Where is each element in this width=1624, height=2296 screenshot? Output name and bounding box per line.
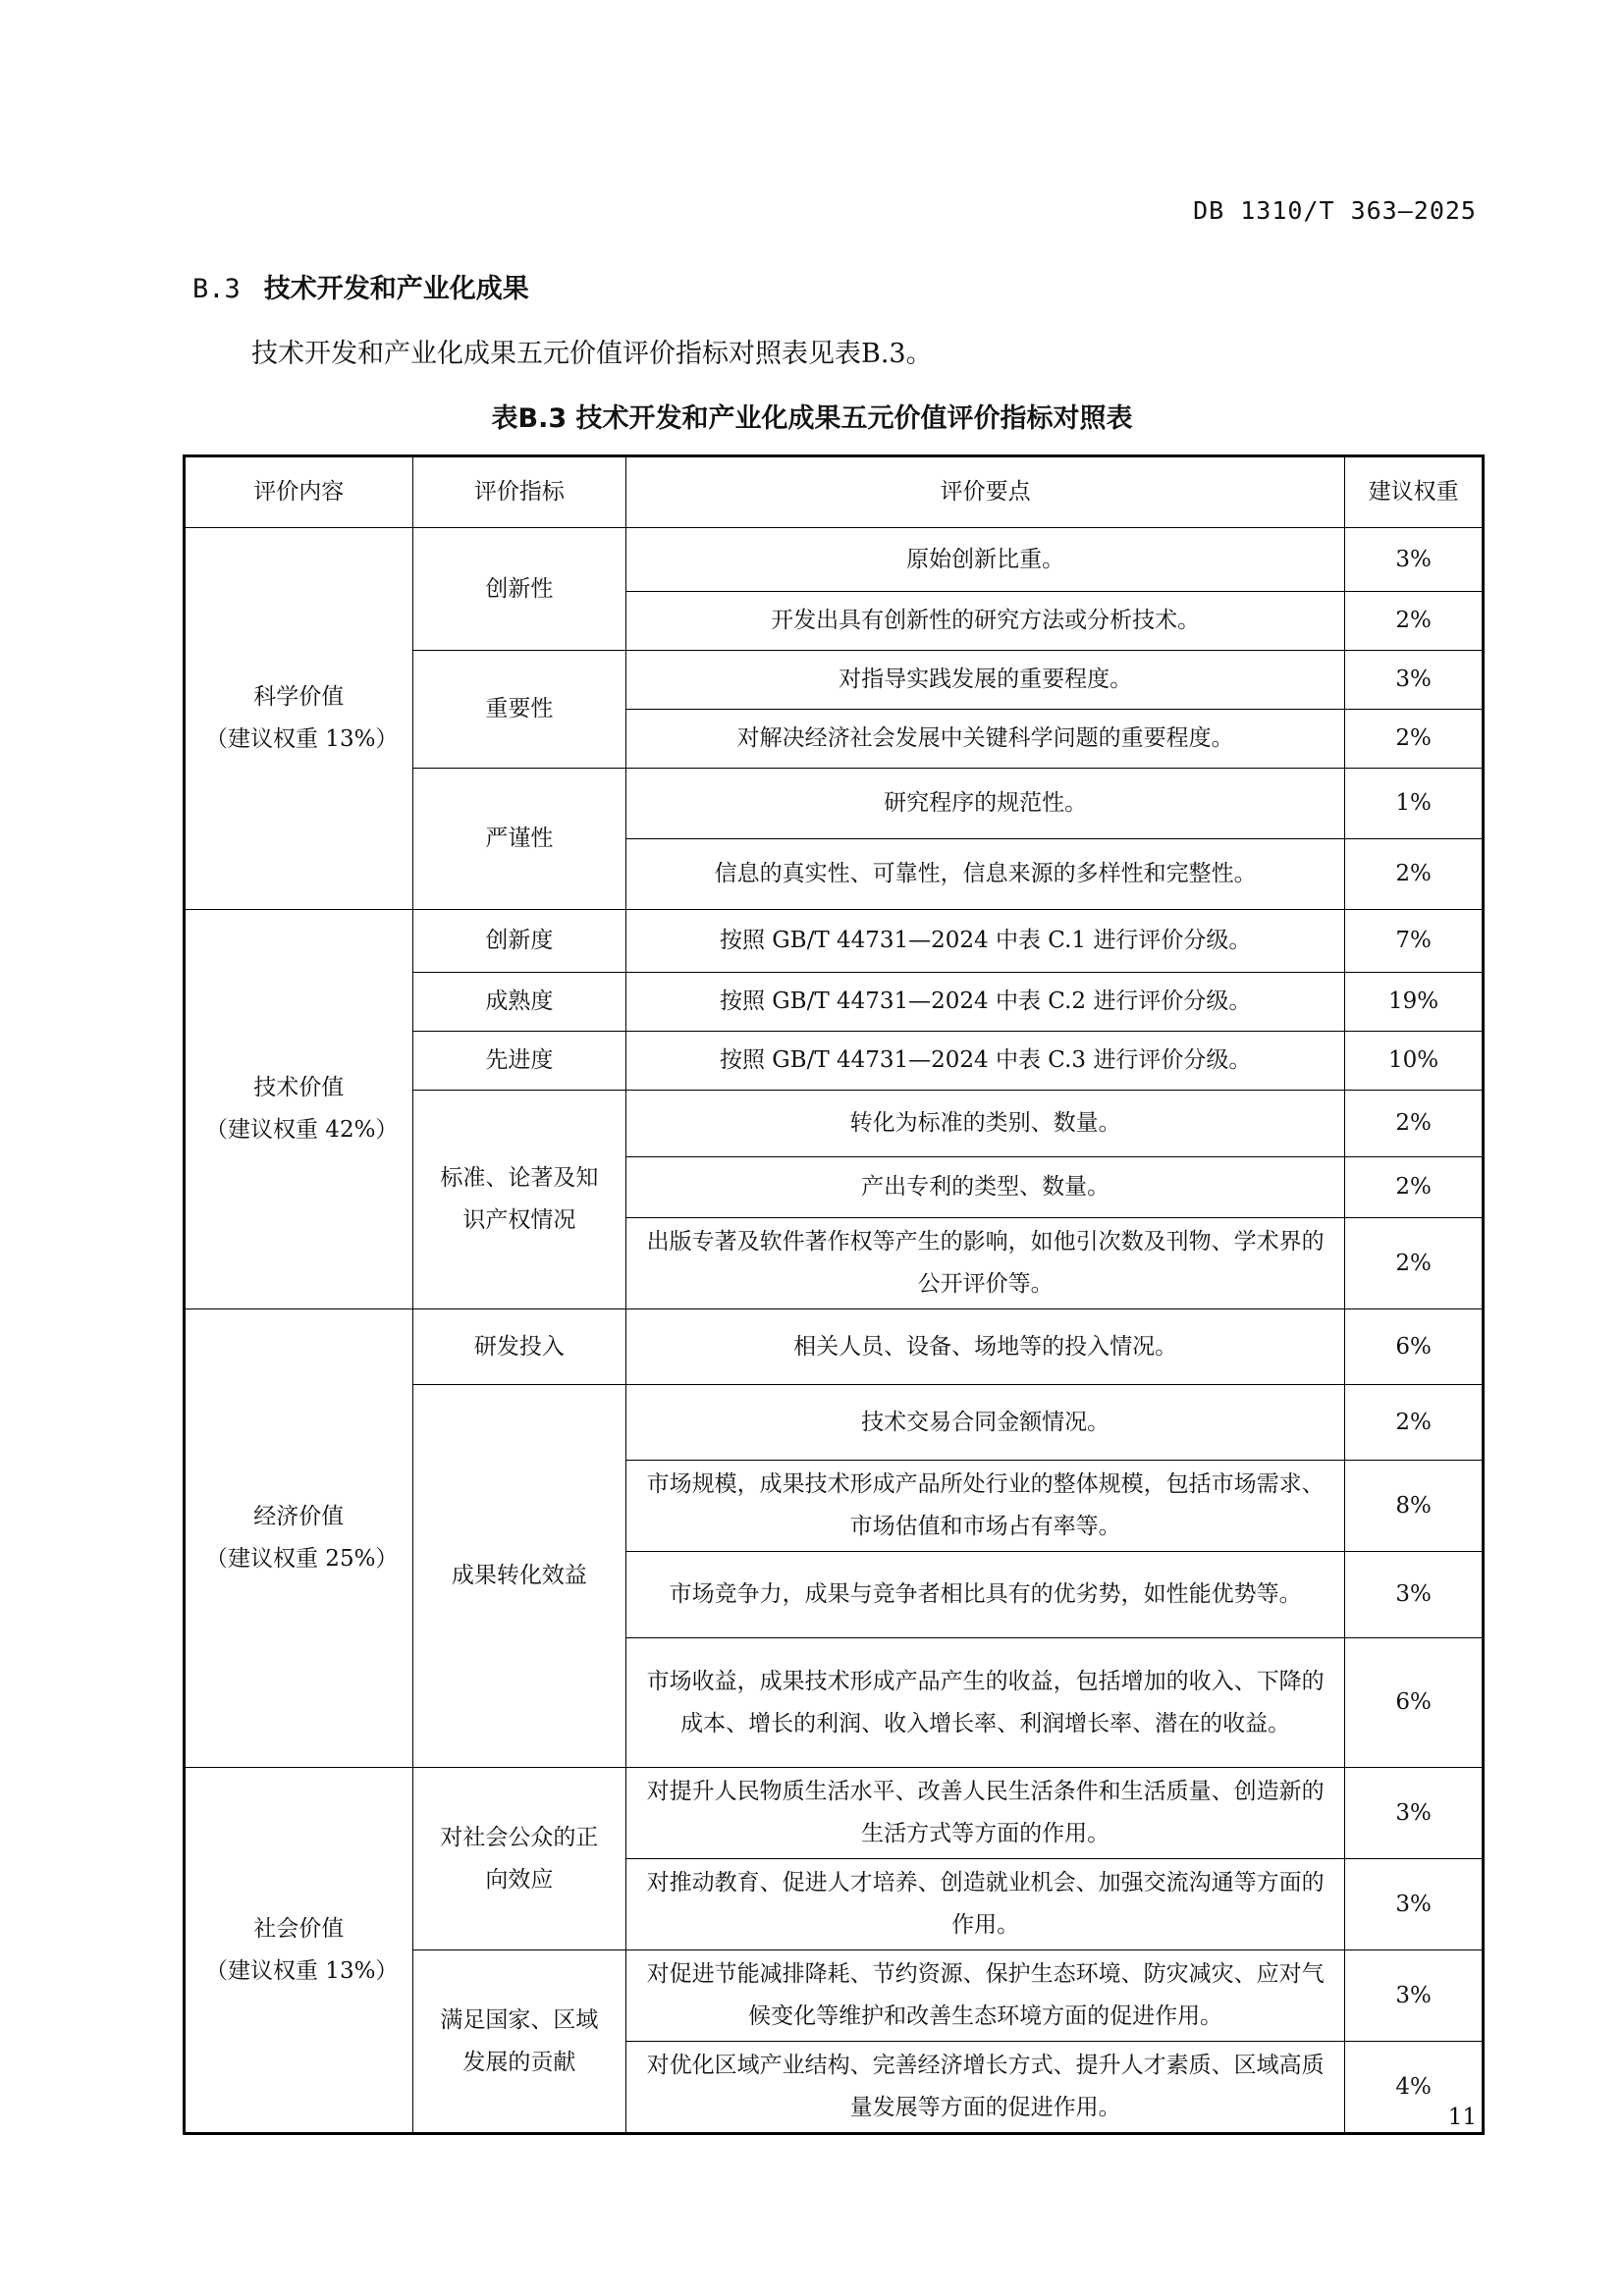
page-number: 11 — [1447, 2105, 1477, 2130]
group-weight: （建议权重 25%） — [205, 1546, 399, 1572]
indicator-cell: 创新性 — [412, 528, 626, 651]
group-cell — [185, 910, 413, 1309]
header-indicator: 评价指标 — [412, 456, 626, 528]
weight-cell: 6% — [1345, 1309, 1484, 1385]
table-header-row — [185, 456, 1484, 528]
table-row — [185, 1309, 1484, 1385]
key-point-cell: 市场收益，成果技术形成产品产生的收益，包括增加的收入、下降的成本、增长的利润、收入增长率、利润增长率、潜在的收益。 — [626, 1638, 1345, 1768]
group-cell — [185, 528, 413, 910]
indicator-cell: 创新度 — [412, 910, 626, 973]
indicator-cell: 满足国家、区域发展的贡献 — [412, 1950, 626, 2134]
table-row — [185, 1768, 1484, 1859]
weight-cell: 8% — [1345, 1461, 1484, 1552]
indicator-cell: 重要性 — [412, 651, 626, 769]
key-point-cell: 对指导实践发展的重要程度。 — [626, 651, 1345, 710]
key-point-cell: 信息的真实性、可靠性，信息来源的多样性和完整性。 — [626, 839, 1345, 910]
key-point-cell: 技术交易合同金额情况。 — [626, 1385, 1345, 1461]
indicator-cell: 标准、论著及知识产权情况 — [412, 1091, 626, 1309]
key-point-cell: 开发出具有创新性的研究方法或分析技术。 — [626, 592, 1345, 651]
key-point-cell: 对推动教育、促进人才培养、创造就业机会、加强交流沟通等方面的作用。 — [626, 1859, 1345, 1950]
weight-cell: 2% — [1345, 1091, 1484, 1157]
group-weight: （建议权重 13%） — [205, 1957, 399, 1984]
table-row — [185, 910, 1484, 973]
weight-cell: 2% — [1345, 592, 1484, 651]
key-point-cell: 研究程序的规范性。 — [626, 769, 1345, 839]
weight-cell: 3% — [1345, 1859, 1484, 1950]
weight-cell: 2% — [1345, 710, 1484, 769]
indicator-cell: 严谨性 — [412, 769, 626, 910]
weight-cell: 7% — [1345, 910, 1484, 973]
standard-code: DB 1310/T 363—2025 — [1193, 196, 1477, 225]
group-name: 技术价值 — [253, 1075, 345, 1100]
key-point-cell: 市场规模，成果技术形成产品所处行业的整体规模，包括市场需求、市场估值和市场占有率等。 — [626, 1461, 1345, 1552]
indicator-cell: 对社会公众的正向效应 — [412, 1768, 626, 1950]
weight-cell: 3% — [1345, 1552, 1484, 1638]
group-weight: （建议权重 42%） — [205, 1117, 399, 1143]
key-point-cell: 市场竞争力，成果与竞争者相比具有的优劣势，如性能优势等。 — [626, 1552, 1345, 1638]
weight-cell: 19% — [1345, 973, 1484, 1032]
section-heading — [192, 267, 529, 305]
intro-paragraph: 技术开发和产业化成果五元价值评价指标对照表见表B.3。 — [251, 339, 933, 369]
section-title: 技术开发和产业化成果 — [263, 274, 529, 304]
weight-cell: 3% — [1345, 528, 1484, 592]
indicator-cell: 先进度 — [412, 1032, 626, 1091]
weight-cell: 2% — [1345, 1385, 1484, 1461]
evaluation-table — [183, 454, 1485, 2135]
weight-cell: 3% — [1345, 651, 1484, 710]
key-point-cell: 对促进节能减排降耗、节约资源、保护生态环境、防灾减灾、应对气候变化等维护和改善生态环境方面的促进作用。 — [626, 1950, 1345, 2042]
indicator-cell: 成果转化效益 — [412, 1385, 626, 1768]
weight-cell: 6% — [1345, 1638, 1484, 1768]
group-weight: （建议权重 13%） — [205, 726, 399, 752]
table-body — [185, 528, 1484, 2134]
weight-cell: 3% — [1345, 1768, 1484, 1859]
group-name: 经济价值 — [253, 1504, 345, 1529]
weight-cell: 1% — [1345, 769, 1484, 839]
key-point-cell: 原始创新比重。 — [626, 528, 1345, 592]
weight-cell: 2% — [1345, 1157, 1484, 1218]
weight-cell: 3% — [1345, 1950, 1484, 2042]
key-point-cell: 转化为标准的类别、数量。 — [626, 1091, 1345, 1157]
table-caption: 表B.3 技术开发和产业化成果五元价值评价指标对照表 — [491, 403, 1133, 434]
group-cell — [185, 1309, 413, 1768]
section-number: B.3 — [192, 274, 241, 304]
key-point-cell: 按照 GB/T 44731—2024 中表 C.1 进行评价分级。 — [626, 910, 1345, 973]
key-point-cell: 对解决经济社会发展中关键科学问题的重要程度。 — [626, 710, 1345, 769]
weight-cell: 2% — [1345, 839, 1484, 910]
key-point-cell: 对提升人民物质生活水平、改善人民生活条件和生活质量、创造新的生活方式等方面的作用。 — [626, 1768, 1345, 1859]
indicator-cell: 成熟度 — [412, 973, 626, 1032]
key-point-cell: 出版专著及软件著作权等产生的影响，如他引次数及刊物、学术界的公开评价等。 — [626, 1218, 1345, 1309]
weight-cell: 10% — [1345, 1032, 1484, 1091]
indicator-cell: 研发投入 — [412, 1309, 626, 1385]
key-point-cell: 按照 GB/T 44731—2024 中表 C.3 进行评价分级。 — [626, 1032, 1345, 1091]
key-point-cell: 对优化区域产业结构、完善经济增长方式、提升人才素质、区域高质量发展等方面的促进作用。 — [626, 2042, 1345, 2134]
group-cell — [185, 1768, 413, 2134]
key-point-cell: 按照 GB/T 44731—2024 中表 C.2 进行评价分级。 — [626, 973, 1345, 1032]
weight-cell: 4% — [1345, 2042, 1484, 2134]
header-content: 评价内容 — [185, 456, 413, 528]
header-weight: 建议权重 — [1345, 456, 1484, 528]
group-name: 社会价值 — [253, 1915, 345, 1942]
key-point-cell: 相关人员、设备、场地等的投入情况。 — [626, 1309, 1345, 1385]
key-point-cell: 产出专利的类型、数量。 — [626, 1157, 1345, 1218]
table-row — [185, 528, 1484, 592]
group-name: 科学价值 — [253, 684, 345, 710]
weight-cell: 2% — [1345, 1218, 1484, 1309]
header-key-points: 评价要点 — [626, 456, 1345, 528]
